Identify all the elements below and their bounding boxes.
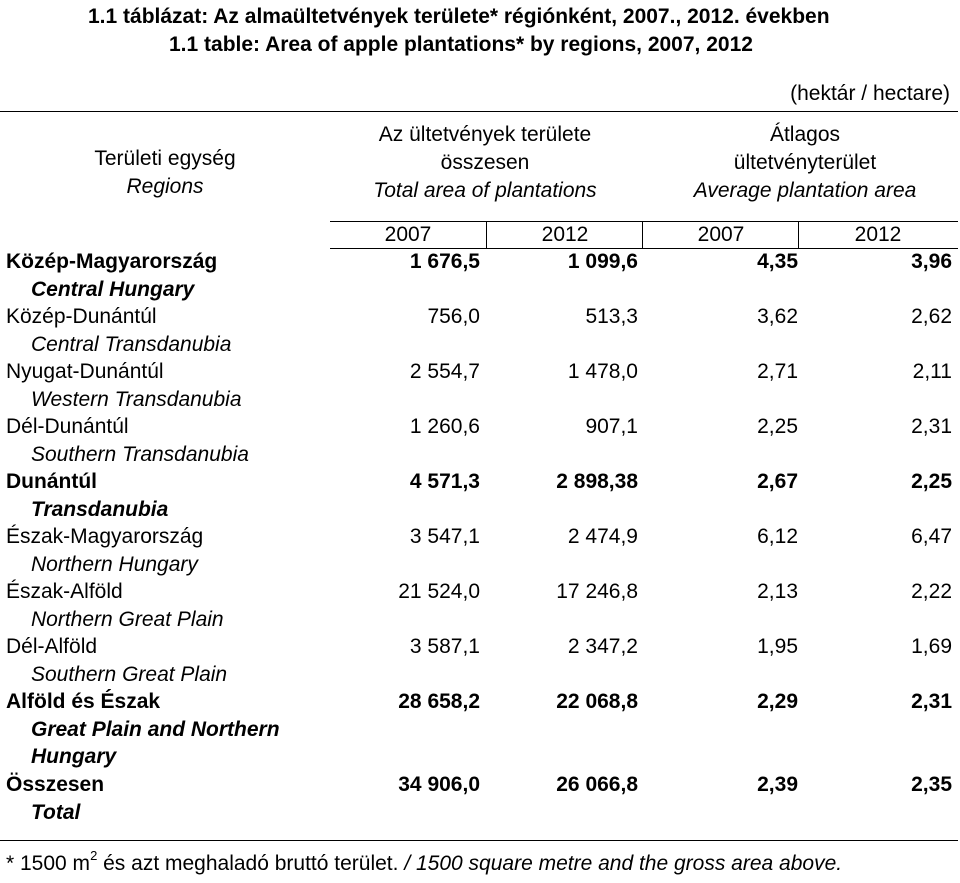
value-total-2007: 3 547,1 bbox=[409, 525, 480, 548]
value-avg-2012: 2,22 bbox=[911, 580, 952, 603]
region-name-hu: Dunántúl bbox=[6, 470, 97, 493]
value-avg-2007: 2,29 bbox=[757, 690, 798, 713]
region-name-hu: Alföld és Észak bbox=[6, 690, 161, 713]
value-avg-2007: 4,35 bbox=[757, 250, 798, 273]
region-name-en: Total bbox=[31, 800, 81, 824]
value-total-2007: 34 906,0 bbox=[398, 773, 480, 796]
region-name-en: Southern Great Plain bbox=[31, 662, 228, 686]
value-avg-2007: 2,25 bbox=[757, 415, 798, 438]
region-name-hu: Közép-Magyarország bbox=[6, 250, 218, 273]
region-name bbox=[6, 771, 104, 826]
value-total-2012: 17 246,8 bbox=[556, 580, 638, 603]
table-bottom-rule bbox=[0, 840, 958, 841]
region-name-hu: Dél-Alföld bbox=[6, 635, 98, 658]
value-total-2012: 26 066,8 bbox=[556, 773, 638, 796]
footnote-english: / 1500 square metre and the gross area above. bbox=[404, 852, 843, 875]
value-avg-2007: 2,39 bbox=[757, 773, 798, 796]
value-avg-2007: 2,13 bbox=[757, 580, 798, 603]
value-avg-2012: 2,11 bbox=[912, 360, 952, 383]
header-region-hu: Területi egység bbox=[94, 147, 236, 170]
region-name bbox=[6, 688, 301, 771]
value-total-2007: 21 524,0 bbox=[398, 580, 480, 603]
year-header-row bbox=[330, 221, 958, 249]
header-avg-hu-line2: ültetvényterület bbox=[733, 151, 877, 174]
value-total-2012: 2 347,2 bbox=[567, 635, 638, 658]
year-avg-2007: 2007 bbox=[642, 222, 799, 248]
table-row bbox=[0, 413, 960, 468]
value-avg-2007: 6,12 bbox=[757, 525, 798, 548]
value-avg-2012: 2,25 bbox=[911, 470, 952, 493]
header-region-en: Regions bbox=[126, 175, 204, 198]
title-english: 1.1 table: Area of apple plantations* by regions, 2007, 2012 bbox=[169, 33, 753, 56]
value-total-2012: 1 478,0 bbox=[567, 360, 638, 383]
table-row bbox=[0, 688, 960, 771]
region-name bbox=[6, 413, 249, 468]
value-total-2012: 1 099,6 bbox=[567, 250, 638, 273]
table-row bbox=[0, 578, 960, 633]
header-avg-en: Average plantation area bbox=[693, 179, 917, 202]
value-total-2012: 513,3 bbox=[585, 305, 638, 328]
value-avg-2012: 2,31 bbox=[911, 415, 952, 438]
header-average-area bbox=[655, 121, 955, 205]
region-name-hu: Közép-Dunántúl bbox=[6, 305, 157, 328]
table-row bbox=[0, 248, 960, 303]
unit-label: (hektár / hectare) bbox=[790, 82, 950, 105]
table-row bbox=[0, 468, 960, 523]
header-total-hu-line1: Az ültetvények területe bbox=[378, 123, 592, 146]
value-total-2012: 2 898,38 bbox=[556, 470, 638, 493]
value-total-2007: 756,0 bbox=[427, 305, 480, 328]
title-hungarian: 1.1 táblázat: Az almaültetvények területe* régiónként, 2007., 2012. években bbox=[88, 5, 830, 28]
region-name bbox=[6, 633, 227, 688]
region-name bbox=[6, 578, 224, 633]
region-name-hu: Dél-Dunántúl bbox=[6, 415, 129, 438]
value-total-2007: 1 260,6 bbox=[409, 415, 480, 438]
table-row bbox=[0, 523, 960, 578]
value-avg-2007: 2,71 bbox=[757, 360, 798, 383]
value-total-2012: 2 474,9 bbox=[567, 525, 638, 548]
table-top-rule bbox=[0, 111, 958, 112]
year-total-2007: 2007 bbox=[384, 223, 432, 246]
footnote bbox=[6, 850, 842, 876]
table-row bbox=[0, 633, 960, 688]
region-name-en: Northern Great Plain bbox=[31, 607, 224, 631]
value-total-2007: 2 554,7 bbox=[409, 360, 480, 383]
footnote-star: * 1500 m bbox=[6, 852, 91, 875]
value-total-2012: 22 068,8 bbox=[556, 690, 638, 713]
region-name-hu: Észak-Magyarország bbox=[6, 525, 204, 548]
year-total-2012: 2012 bbox=[486, 222, 643, 248]
region-name bbox=[6, 358, 242, 413]
value-avg-2012: 1,69 bbox=[911, 635, 952, 658]
year-avg-2012: 2012 bbox=[798, 222, 957, 248]
header-total-hu-line2: összesen bbox=[440, 151, 530, 174]
table-row bbox=[0, 358, 960, 413]
footnote-hungarian: és azt meghaladó bruttó terület. bbox=[97, 852, 405, 875]
region-name bbox=[6, 523, 203, 578]
region-name bbox=[6, 303, 231, 358]
header-total-area bbox=[335, 121, 635, 205]
value-avg-2007: 1,95 bbox=[757, 635, 798, 658]
region-name bbox=[6, 248, 217, 303]
value-avg-2012: 2,62 bbox=[911, 305, 952, 328]
table-row bbox=[0, 303, 960, 358]
region-name-en: Central Hungary bbox=[31, 277, 195, 301]
region-name-en: Northern Hungary bbox=[31, 552, 198, 576]
region-name-en: Great Plain and Northern Hungary bbox=[31, 717, 280, 768]
value-total-2012: 907,1 bbox=[585, 415, 638, 438]
header-region bbox=[40, 145, 290, 201]
value-total-2007: 1 676,5 bbox=[409, 250, 480, 273]
value-avg-2012: 2,35 bbox=[911, 773, 952, 796]
table-row bbox=[0, 771, 960, 826]
value-avg-2007: 2,67 bbox=[757, 470, 798, 493]
value-avg-2012: 6,47 bbox=[911, 525, 952, 548]
region-name-en: Transdanubia bbox=[31, 497, 169, 521]
region-name-en: Central Transdanubia bbox=[31, 332, 232, 356]
table-body bbox=[0, 248, 960, 826]
region-name-en: Southern Transdanubia bbox=[31, 442, 249, 466]
region-name-hu: Összesen bbox=[6, 773, 105, 796]
value-total-2007: 4 571,3 bbox=[409, 470, 480, 493]
value-total-2007: 3 587,1 bbox=[409, 635, 480, 658]
region-name-en: Western Transdanubia bbox=[31, 387, 242, 411]
region-name-hu: Észak-Alföld bbox=[6, 580, 123, 603]
value-avg-2012: 2,31 bbox=[911, 690, 952, 713]
header-avg-hu-line1: Átlagos bbox=[769, 123, 841, 146]
value-avg-2012: 3,96 bbox=[911, 250, 952, 273]
footnote-superscript: 2 bbox=[90, 848, 98, 863]
region-name-hu: Nyugat-Dunántúl bbox=[6, 360, 164, 383]
value-avg-2007: 3,62 bbox=[757, 305, 798, 328]
region-name bbox=[6, 468, 168, 523]
value-total-2007: 28 658,2 bbox=[398, 690, 480, 713]
header-total-en: Total area of plantations bbox=[373, 179, 597, 202]
